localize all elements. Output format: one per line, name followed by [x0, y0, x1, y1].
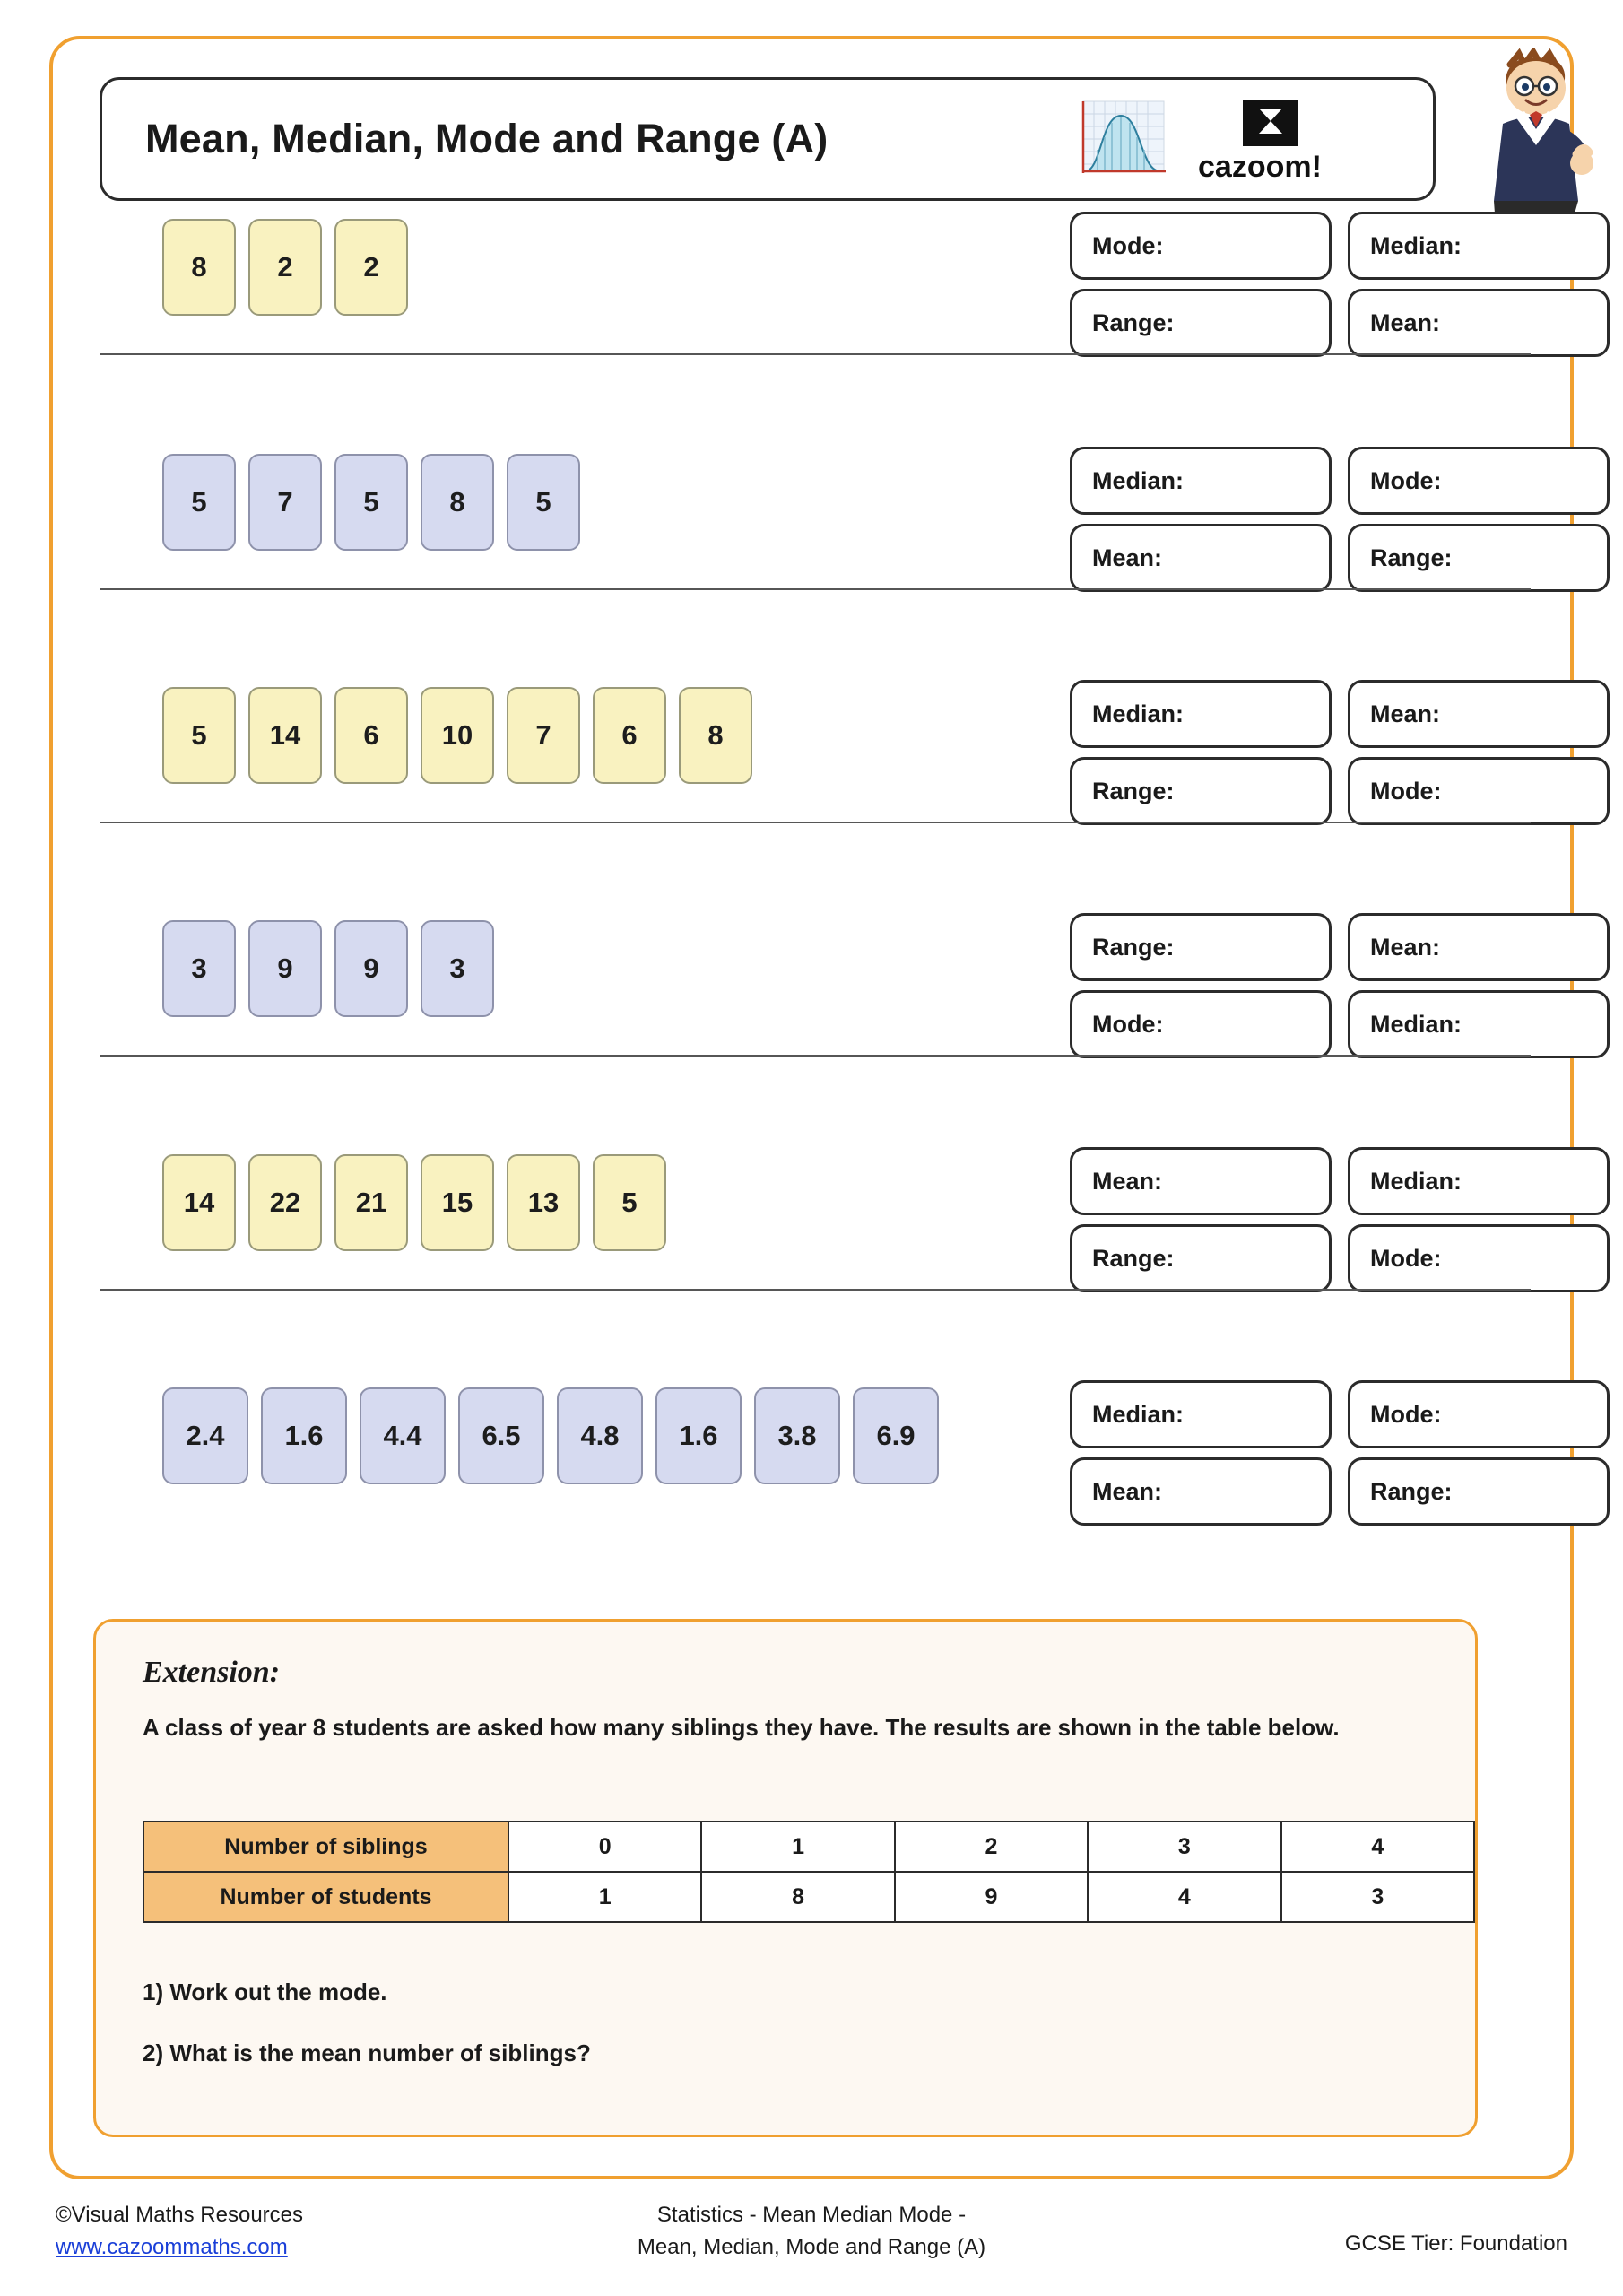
table-cell: 4	[1088, 1872, 1280, 1922]
row-divider	[100, 353, 1531, 355]
number-card: 9	[248, 920, 322, 1017]
table-cell: 0	[508, 1822, 701, 1872]
number-card: 14	[248, 687, 322, 784]
answer-label: Mode:	[1370, 1244, 1442, 1272]
table-cell: 8	[701, 1872, 894, 1922]
number-card: 8	[162, 219, 236, 316]
answer-label: Median:	[1370, 1010, 1462, 1038]
answer-label: Mean:	[1370, 700, 1441, 727]
table-cell: 1	[508, 1872, 701, 1922]
copyright-text: ©Visual Maths Resources	[56, 2203, 304, 2227]
answer-label: Range:	[1092, 1244, 1175, 1272]
number-card-list-1	[162, 219, 408, 316]
answer-label: Range:	[1092, 933, 1175, 961]
answer-box-mean[interactable]	[1070, 1147, 1332, 1215]
answer-label: Range:	[1092, 777, 1175, 804]
website-link[interactable]: www.cazoommaths.com	[56, 2235, 288, 2259]
answer-box-group-3	[1070, 680, 1610, 825]
table-cell: 3	[1281, 1872, 1474, 1922]
answer-box-range[interactable]	[1070, 757, 1332, 825]
answer-box-mode[interactable]	[1070, 990, 1332, 1058]
number-card: 5	[593, 1154, 666, 1251]
number-card-list-2	[162, 454, 580, 551]
answer-label: Mode:	[1370, 777, 1442, 804]
number-card: 4.4	[360, 1387, 446, 1484]
table-cell: 4	[1281, 1822, 1474, 1872]
number-card: 6.5	[458, 1387, 544, 1484]
answer-box-range[interactable]	[1348, 1457, 1610, 1526]
answer-label: Mode:	[1370, 1400, 1442, 1428]
answer-box-group-2	[1070, 447, 1610, 592]
answer-box-group-5	[1070, 1147, 1610, 1292]
answer-box-median[interactable]	[1348, 1147, 1610, 1215]
footer-worksheet-line: Mean, Median, Mode and Range (A)	[637, 2235, 986, 2259]
table-row-header-siblings: Number of siblings	[143, 1822, 508, 1872]
answer-box-range[interactable]	[1070, 1224, 1332, 1292]
number-card-list-4	[162, 920, 494, 1017]
number-card: 1.6	[655, 1387, 742, 1484]
row-divider	[100, 1289, 1531, 1291]
answer-label: Median:	[1370, 1167, 1462, 1195]
table-cell: 1	[701, 1822, 894, 1872]
answer-label: Median:	[1092, 1400, 1185, 1428]
number-card: 15	[421, 1154, 494, 1251]
answer-box-median[interactable]	[1348, 212, 1610, 280]
answer-label: Median:	[1092, 700, 1185, 727]
worksheet-header	[100, 77, 1436, 201]
number-card: 7	[507, 687, 580, 784]
number-card: 10	[421, 687, 494, 784]
answer-box-mean[interactable]	[1348, 289, 1610, 357]
footer-subject-line: Statistics - Mean Median Mode -	[656, 2203, 967, 2227]
answer-label: Range:	[1092, 309, 1175, 336]
answer-box-mode[interactable]	[1348, 1380, 1610, 1448]
extension-title: Extension:	[143, 1656, 281, 1689]
table-row-header-students: Number of students	[143, 1872, 508, 1922]
answer-box-median[interactable]	[1070, 680, 1332, 748]
answer-label: Mean:	[1092, 1477, 1163, 1505]
answer-box-mode[interactable]	[1348, 1224, 1610, 1292]
number-card: 5	[162, 687, 236, 784]
table-cell: 9	[895, 1872, 1088, 1922]
answer-box-median[interactable]	[1070, 1380, 1332, 1448]
number-card: 3.8	[754, 1387, 840, 1484]
siblings-frequency-table	[143, 1821, 1475, 1923]
answer-box-mean[interactable]	[1070, 524, 1332, 592]
bell-curve-chart-icon	[1071, 98, 1167, 184]
number-card: 8	[679, 687, 752, 784]
number-card: 4.8	[557, 1387, 643, 1484]
cazoom-logo	[1191, 98, 1397, 184]
answer-label: Range:	[1370, 1477, 1453, 1505]
answer-label: Range:	[1370, 544, 1453, 571]
number-card: 2.4	[162, 1387, 248, 1484]
number-card: 6	[334, 687, 408, 784]
answer-label: Mode:	[1092, 231, 1164, 259]
answer-box-group-6	[1070, 1380, 1610, 1526]
number-card: 2	[248, 219, 322, 316]
number-card: 21	[334, 1154, 408, 1251]
answer-label: Mode:	[1370, 466, 1442, 494]
number-card: 13	[507, 1154, 580, 1251]
extension-question-1: 1) Work out the mode.	[143, 1979, 387, 2005]
number-card: 3	[421, 920, 494, 1017]
number-card: 7	[248, 454, 322, 551]
answer-box-mode[interactable]	[1070, 212, 1332, 280]
answer-box-mode[interactable]	[1348, 447, 1610, 515]
answer-label: Mean:	[1370, 309, 1441, 336]
table-cell: 3	[1088, 1822, 1280, 1872]
number-card: 2	[334, 219, 408, 316]
page-footer	[0, 2199, 1623, 2289]
answer-label: Median:	[1092, 466, 1185, 494]
answer-box-median[interactable]	[1348, 990, 1610, 1058]
number-card: 5	[507, 454, 580, 551]
answer-box-group-4	[1070, 913, 1610, 1058]
extension-question-2: 2) What is the mean number of siblings?	[143, 2039, 591, 2066]
number-card: 5	[334, 454, 408, 551]
answer-box-mode[interactable]	[1348, 757, 1610, 825]
answer-label: Median:	[1370, 231, 1462, 259]
table-row	[143, 1872, 1474, 1922]
extension-section	[93, 1619, 1478, 2137]
answer-box-range[interactable]	[1070, 289, 1332, 357]
number-card: 6	[593, 687, 666, 784]
answer-box-mean[interactable]	[1348, 913, 1610, 981]
number-card: 14	[162, 1154, 236, 1251]
table-row	[143, 1822, 1474, 1872]
answer-label: Mean:	[1370, 933, 1441, 961]
number-card: 22	[248, 1154, 322, 1251]
answer-label: Mean:	[1092, 544, 1163, 571]
number-card: 1.6	[261, 1387, 347, 1484]
answer-box-mean[interactable]	[1348, 680, 1610, 748]
row-divider	[100, 588, 1531, 590]
number-card: 5	[162, 454, 236, 551]
answer-box-median[interactable]	[1070, 447, 1332, 515]
footer-tier: GCSE Tier: Foundation	[1344, 2231, 1567, 2256]
answer-box-range[interactable]	[1070, 913, 1332, 981]
number-card-list-5	[162, 1154, 666, 1251]
table-cell: 2	[895, 1822, 1088, 1872]
answer-label: Mode:	[1092, 1010, 1164, 1038]
number-card-list-3	[162, 687, 752, 784]
row-divider	[100, 822, 1531, 823]
number-card: 8	[421, 454, 494, 551]
number-card: 6.9	[853, 1387, 939, 1484]
page-title: Mean, Median, Mode and Range (A)	[145, 116, 829, 161]
answer-box-mean[interactable]	[1070, 1457, 1332, 1526]
answer-label: Mean:	[1092, 1167, 1163, 1195]
number-card: 9	[334, 920, 408, 1017]
number-card: 3	[162, 920, 236, 1017]
number-card-list-6	[162, 1387, 939, 1484]
extension-intro-text: A class of year 8 students are asked how many siblings they have. The results are shown in the table below.	[143, 1714, 1340, 1741]
svg-text:cazoom!: cazoom!	[1198, 150, 1322, 184]
answer-box-group-1	[1070, 212, 1610, 357]
row-divider	[100, 1055, 1531, 1057]
answer-box-range[interactable]	[1348, 524, 1610, 592]
